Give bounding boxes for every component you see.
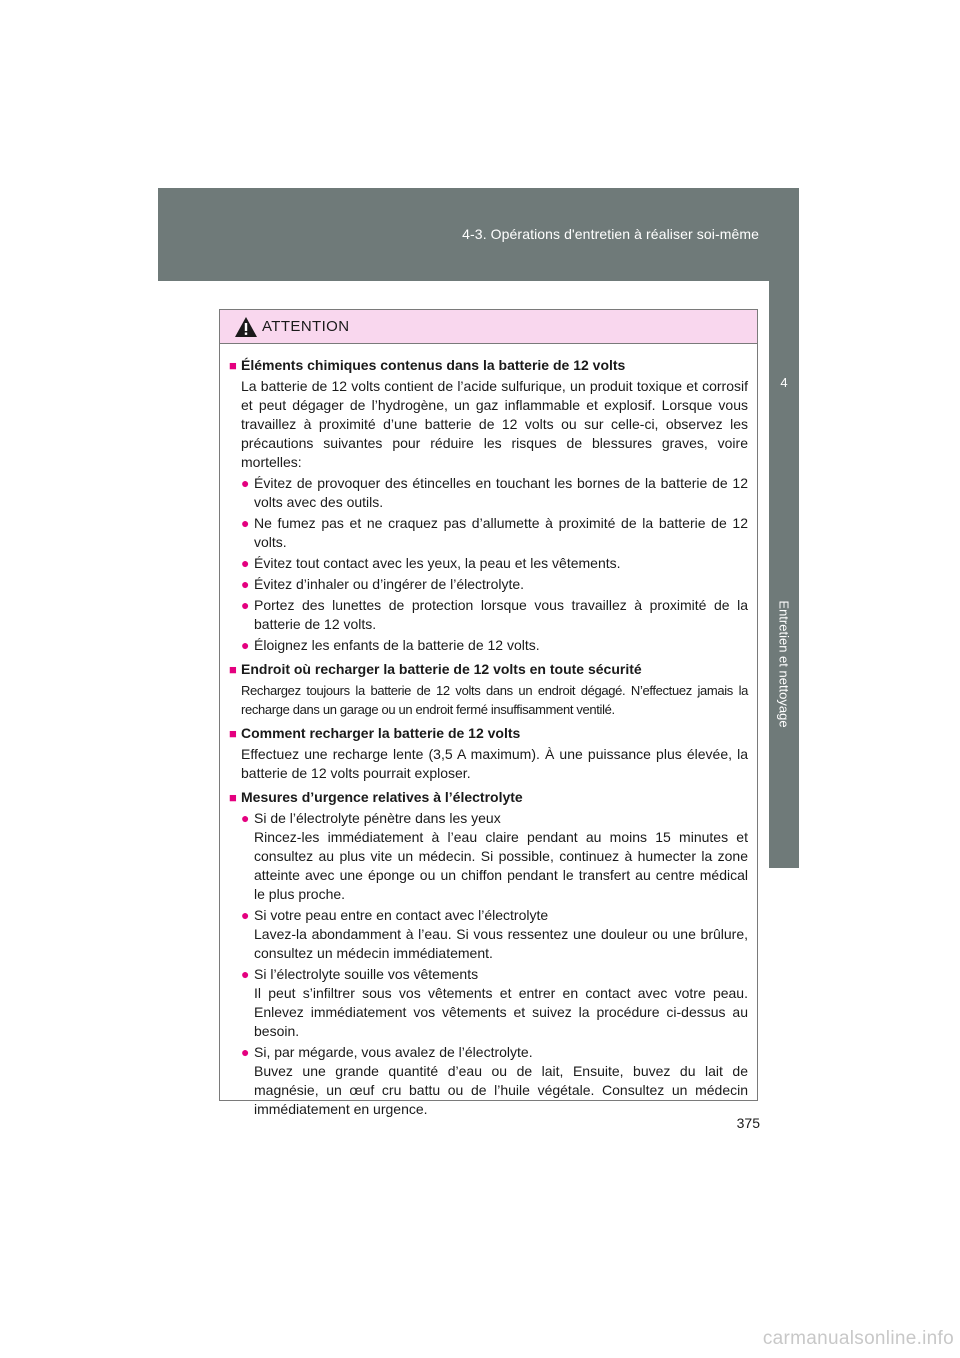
header-band: [158, 188, 799, 281]
watermark: carmanualsonline.info: [762, 1328, 954, 1349]
circle-bullet-icon: ●: [241, 597, 250, 613]
caution-body: [220, 344, 757, 1119]
section-heading: ■ Endroit où recharger la batterie de 12 volts en toute sécurité: [229, 661, 642, 677]
chapter-label: Entretien et nettoyage: [776, 600, 792, 728]
caution-header: [220, 310, 757, 344]
circle-bullet-icon: ●: [241, 475, 250, 491]
circle-bullet-icon: ●: [241, 1044, 250, 1060]
section-heading: ■ Mesures d’urgence relatives à l’électrolyte: [229, 789, 523, 805]
list-item: ● Si de l’électrolyte pénètre dans les yeux Rincez-les immédiatement à l’eau claire pendant au moins 15 minutes et consultez au plus vite un médecin. Si possible, continuez à humecter la zone atteinte avec une éponge ou un chiffon pendant le transfert au centre médical le plus proche.: [241, 810, 748, 902]
section-heading: ■ Éléments chimiques contenus dans la batterie de 12 volts: [229, 357, 626, 373]
square-bullet-icon: ■: [229, 790, 237, 805]
circle-bullet-icon: ●: [241, 555, 250, 571]
section-title: 4-3. Opérations d'entretien à réaliser soi-même: [462, 226, 759, 242]
list-item: ● Si votre peau entre en contact avec l’électrolyte Lavez-la abondamment à l’eau. Si vous ressentez une douleur ou une brûlure, consultez un médecin immédiatement.: [241, 907, 748, 961]
caution-box: [219, 309, 758, 1117]
section-heading: ■ Comment recharger la batterie de 12 volts: [229, 725, 521, 741]
circle-bullet-icon: ●: [241, 966, 250, 982]
section-text: Effectuez une recharge lente (3,5 A maximum). À une puissance plus élevée, la batterie de 12 volts pourrait exploser.: [241, 746, 748, 781]
list-item: ● Évitez tout contact avec les yeux, la peau et les vêtements.: [241, 555, 621, 571]
circle-bullet-icon: ●: [241, 576, 250, 592]
section-text: Rechargez toujours la batterie de 12 volts dans un endroit dégagé. N’effectuez jamais la recharge dans un garage ou un endroit fermé insuffisamment ventilé.: [241, 683, 748, 717]
warning-triangle-icon: [234, 316, 258, 338]
chapter-number: 4: [780, 375, 788, 390]
list-item: ● Évitez d’inhaler ou d’ingérer de l’électrolyte.: [241, 576, 525, 592]
square-bullet-icon: ■: [229, 726, 237, 741]
list-item: ● Si l’électrolyte souille vos vêtements Il peut s’infiltrer sous vos vêtements et entrer en contact avec votre peau. Enlevez immédiatement vos vêtements et suivez la procédure ci-dessus au besoin.: [241, 966, 748, 1039]
section-text: La batterie de 12 volts contient de l’acide sulfurique, un produit toxique et corrosif et peut dégager de l’hydrogène, un gaz inflammable et explosif. Lorsque vous travaillez à proximité d’une batterie de 12 volts ou sur celle-ci, observez les précautions suivantes pour réduire les risques de blessures graves, voire mortelles:: [241, 378, 748, 470]
chapter-tab: [769, 281, 799, 868]
list-item: ● Évitez de provoquer des étincelles en touchant les bornes de la batterie de 12 volts avec des outils.: [241, 475, 748, 510]
circle-bullet-icon: ●: [241, 907, 250, 923]
page-number: 375: [736, 1115, 760, 1131]
list-item: ● Portez des lunettes de protection lorsque vous travaillez à proximité de la batterie de 12 volts.: [241, 597, 748, 632]
list-item: ● Si, par mégarde, vous avalez de l’électrolyte. Buvez une grande quantité d’eau ou de lait, Ensuite, buvez du lait de magnésie, un œuf cru battu ou de l’huile végétale. Consultez un médecin immédiatement en urgence.: [241, 1044, 748, 1117]
square-bullet-icon: ■: [229, 358, 237, 373]
square-bullet-icon: ■: [229, 662, 237, 677]
caution-title: ATTENTION: [262, 318, 350, 335]
circle-bullet-icon: ●: [241, 515, 250, 531]
circle-bullet-icon: ●: [241, 810, 250, 826]
list-item: ● Éloignez les enfants de la batterie de 12 volts.: [241, 637, 540, 653]
circle-bullet-icon: ●: [241, 637, 250, 653]
list-item: ● Ne fumez pas et ne craquez pas d’allumette à proximité de la batterie de 12 volts.: [241, 515, 748, 550]
